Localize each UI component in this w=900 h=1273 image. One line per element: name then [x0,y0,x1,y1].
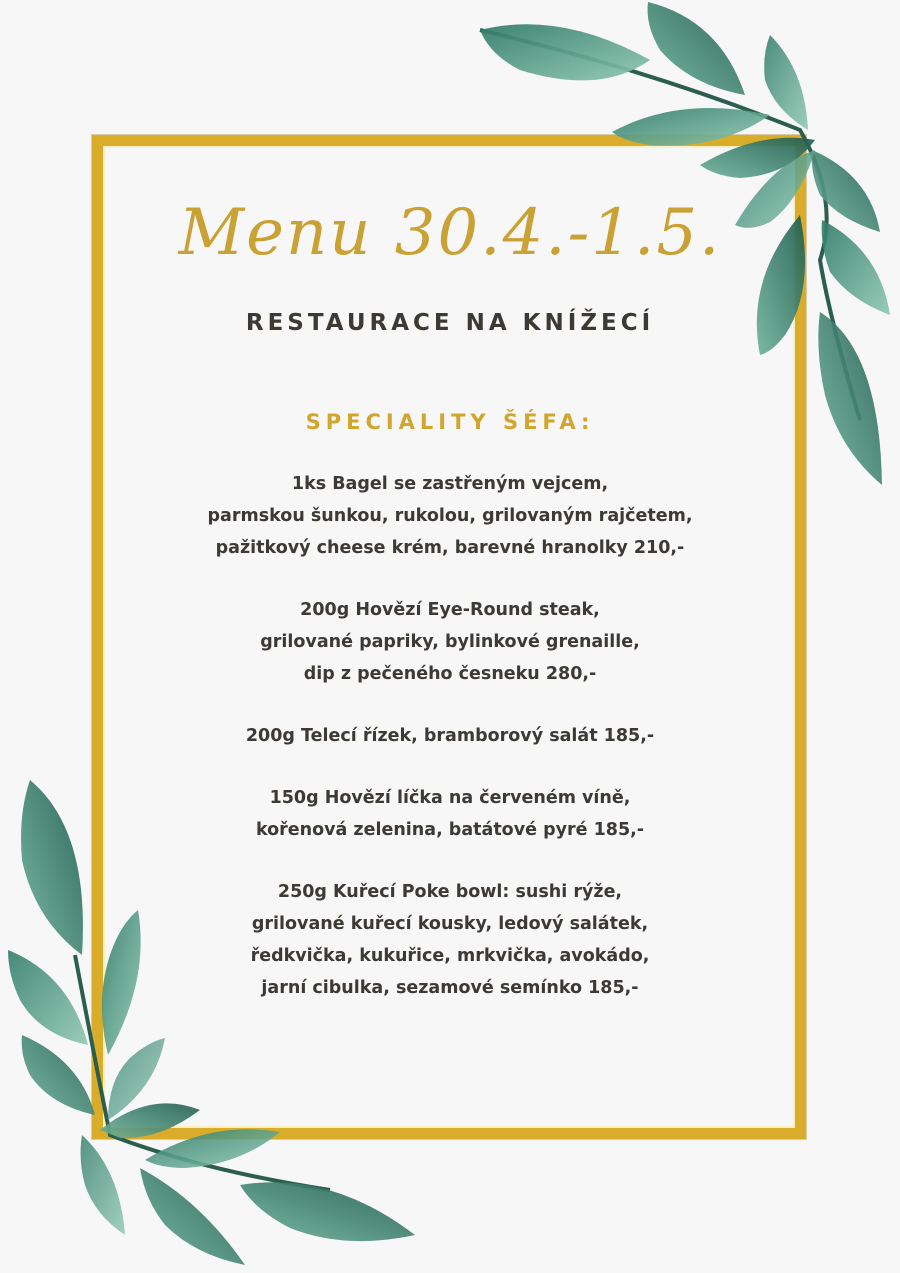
menu-title: Menu 30.4.-1.5. [178,196,722,270]
menu-items [110,468,790,1004]
menu-item-line: 250g Kuřecí Poke bowl: sushi rýže, [277,882,623,903]
menu-item-line: 200g Telecí řízek, bramborový salát 185,- [245,726,655,747]
menu-item-schnitzel [110,720,790,752]
menu-item-line: parmskou šunkou, rukolou, grilovaným rajčetem, [207,506,693,527]
menu-item-poke-bowl [110,876,790,1004]
menu-item-line: grilované kuřecí kousky, ledový salátek, [251,914,649,935]
menu-item-line: kořenová zelenina, batátové pyré 185,- [255,820,645,841]
menu-item-line: pažitkový cheese krém, barevné hranolky 210,- [215,538,685,559]
menu-item-line: 200g Hovězí Eye-Round steak, [300,600,600,621]
menu-item-line: 150g Hovězí líčka na červeném víně, [269,788,631,809]
section-title: SPECIALITY ŠÉFA: [305,410,595,435]
menu-item-line: ředkvička, kukuřice, mrkvička, avokádo, [250,946,650,967]
menu-item-line: dip z pečeného česneku 280,- [303,664,597,685]
menu-content [110,190,790,1034]
restaurant-name: RESTAURACE NA KNÍŽECÍ [245,310,655,337]
menu-item-line: jarní cibulka, sezamové semínko 185,- [261,978,639,999]
menu-item-bagel [110,468,790,564]
menu-item-steak [110,594,790,690]
menu-item-line: grilované papriky, bylinkové grenaille, [260,632,640,653]
menu-item-beef-cheeks [110,782,790,846]
menu-item-line: 1ks Bagel se zastřeným vejcem, [291,474,609,495]
